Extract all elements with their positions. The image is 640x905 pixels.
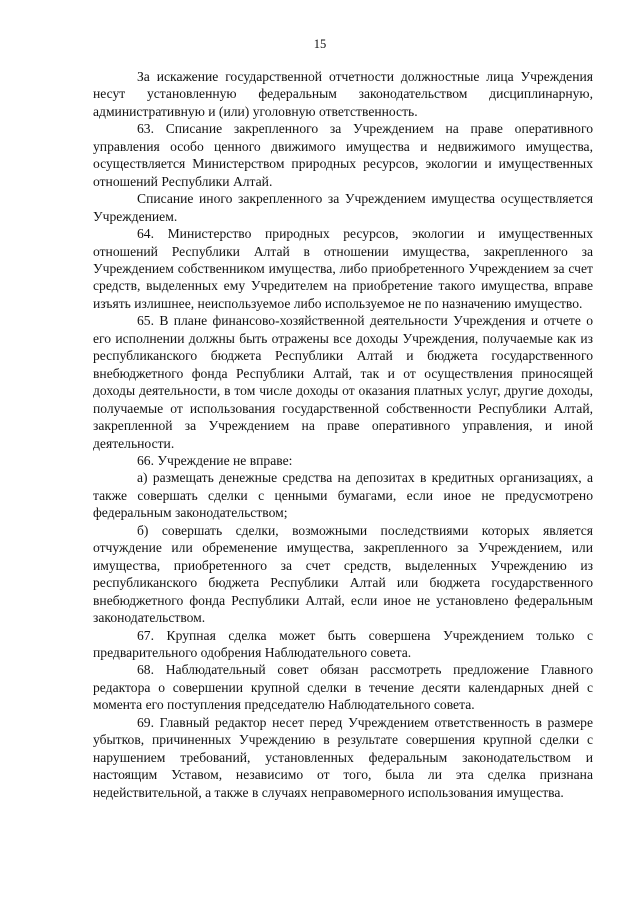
- paragraph-66-a: а) размещать денежные средства на депозитах в кредитных организациях, а также совершать сделки с ценными бумагами, если иное не предусмотрено федеральным законодательством;: [93, 470, 593, 521]
- paragraph-66: 66. Учреждение не вправе:: [137, 452, 293, 468]
- paragraph-68: 68. Наблюдательный совет обязан рассмотреть предложение Главного редактора о совершении крупной сделки в течение десяти календарных дней с момента его поступления председателю Наблюдательного совета.: [93, 662, 593, 713]
- page-number: 15: [313, 37, 327, 51]
- paragraph-66-b: б) совершать сделки, возможными последствиями которых является отчуждение или обременение имущества, закрепленного за Учреждением, или имущества, приобретенного за счет средств, выделенных Учреждению из республиканского бюджета Республики Алтай или бюджета государственного внебюджетного фонда Республики Алтай, если иное не установлено федеральным законодательством.: [93, 522, 593, 626]
- document-body: [93, 68, 593, 801]
- paragraph-64: 64. Министерство природных ресурсов, экологии и имущественных отношений Республики Алтай в отношении имущества, закрепленного за Учреждением собственником имущества, либо приобретенного Учреждением за счет средств, выделенных ему Учредителем на приобретение такого имущества, вправе изъять излишнее, неиспользуемое либо используемое не по назначению имущество.: [93, 226, 593, 311]
- paragraph-63: 63. Списание закрепленного за Учреждением на праве оперативного управления особо ценного движимого имущества и недвижимого имущества, осуществляется Министерством природных ресурсов, экологии и имущественных отношений Республики Алтай.: [93, 121, 593, 189]
- paragraph-67: 67. Крупная сделка может быть совершена Учреждением только с предварительного одобрения Наблюдательного совета.: [93, 627, 593, 660]
- paragraph-65: 65. В плане финансово-хозяйственной деятельности Учреждения и отчете о его исполнении должны быть отражены все доходы Учреждения, получаемые как из республиканского бюджета Республики Алтай и бюджета государственного внебюджетного фонда Республики Алтай, так и от осуществления приносящей доходы деятельности, в том числе доходы от оказания платных услуг, другие доходы, получаемые от использования государственной собственности Республики Алтай, закрепленной за Учреждением на праве оперативного управления, и иной деятельности.: [93, 313, 593, 451]
- paragraph-reporting-liability: За искажение государственной отчетности должностные лица Учреждения несут установленную федеральным законодательством дисциплинарную, административную и (или) уголовную ответственность.: [93, 69, 593, 119]
- paragraph-63-other-property: Списание иного закрепленного за Учреждением имущества осуществляется Учреждением.: [93, 191, 593, 224]
- paragraph-69: 69. Главный редактор несет перед Учреждением ответственность в размере убытков, причиненных Учреждению в результате совершения крупной сделки с нарушением требований, установленных федеральным законодательством и настоящим Уставом, независимо от того, была ли эта сделка признана недействительной, а также в случаях неправомерного использования имущества.: [93, 714, 593, 800]
